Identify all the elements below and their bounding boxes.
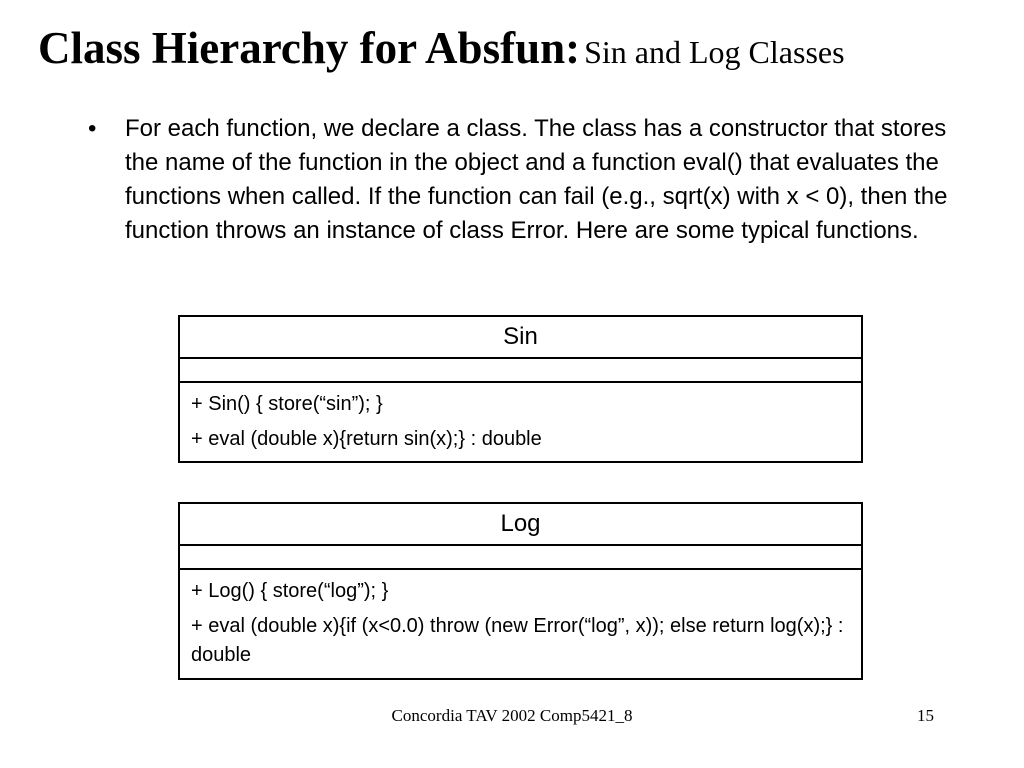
uml-attributes-section <box>180 359 861 383</box>
uml-operation-eval: + eval (double x){return sin(x);} : double <box>191 428 542 450</box>
uml-operations-section <box>180 383 861 461</box>
slide-title-main: Class Hierarchy for Absfun: <box>38 23 581 73</box>
uml-operation-constructor: + Sin() { store(“sin”); } <box>191 393 383 415</box>
uml-class-name: Sin <box>180 317 861 359</box>
footer-source: Concordia TAV 2002 Comp5421_8 <box>391 706 633 725</box>
bullet-text: For each function, we declare a class. The class has a constructor that stores the name of the function in the object and a function eval() that evaluates the functions when called. If the function can fail (e.g., sqrt(x) with x < 0), then the function throws an instance of class Error. Here are some typical functions. <box>125 115 948 244</box>
slide-title <box>38 22 1018 74</box>
uml-operation-eval: + eval (double x){if (x<0.0) throw (new Error(“log”, x)); else return log(x);} : double <box>191 615 844 666</box>
uml-attributes-section <box>180 546 861 570</box>
page-number: 15 <box>917 706 934 725</box>
uml-class-name: Log <box>180 504 861 546</box>
bullet-icon: • <box>88 115 97 142</box>
uml-operations-section <box>180 570 861 678</box>
uml-operation-constructor: + Log() { store(“log”); } <box>191 580 389 602</box>
uml-class-log <box>178 502 863 680</box>
uml-class-sin <box>178 315 863 463</box>
slide-title-subtitle: Sin and Log Classes <box>584 34 845 70</box>
